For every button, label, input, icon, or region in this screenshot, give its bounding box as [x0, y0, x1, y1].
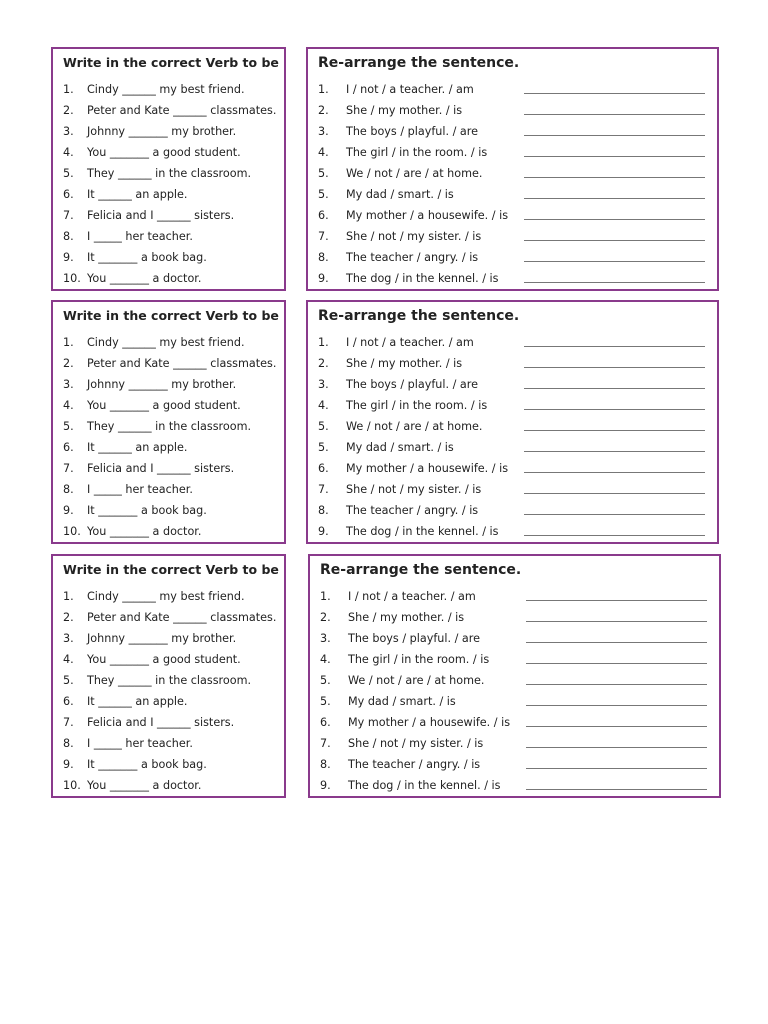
exercise-list: [53, 586, 284, 796]
exercise-item: [53, 184, 284, 205]
panel-title: Write in the correct Verb to be: [63, 562, 279, 577]
item-text: Johnny _______ my brother.: [87, 378, 237, 391]
exercise-item: [53, 142, 284, 163]
item-text: My dad / smart. / is: [348, 695, 456, 708]
exercise-item: [53, 649, 284, 670]
item-number: 3.: [63, 632, 74, 645]
item-number: 4.: [63, 399, 74, 412]
item-number: 5.: [320, 695, 331, 708]
item-text: It _______ a book bag.: [87, 758, 207, 771]
item-number: 8.: [63, 230, 74, 243]
exercise-item: [308, 142, 717, 163]
item-text: The boys / playful. / are: [346, 125, 478, 138]
exercise-item: [53, 628, 284, 649]
item-text: They ______ in the classroom.: [87, 420, 252, 433]
exercise-item: [53, 247, 284, 268]
exercise-item: [310, 670, 719, 691]
exercise-item: [53, 205, 284, 226]
item-number: 3.: [318, 378, 329, 391]
item-number: 1.: [320, 590, 331, 603]
item-text: Johnny _______ my brother.: [87, 632, 237, 645]
item-number: 5.: [63, 420, 74, 433]
item-number: 8.: [63, 737, 74, 750]
panel-title: Re-arrange the sentence.: [320, 562, 522, 578]
exercise-item: [53, 121, 284, 142]
item-text: Cindy ______ my best friend.: [87, 590, 245, 603]
exercise-item: [53, 754, 284, 775]
item-text: I / not / a teacher. / am: [346, 83, 474, 96]
exercise-item: [53, 479, 284, 500]
item-text: It ______ an apple.: [87, 441, 188, 454]
item-number: 10.: [63, 779, 81, 792]
item-number: 2.: [318, 104, 329, 117]
exercise-item: [308, 100, 717, 121]
item-text: You _______ a doctor.: [87, 779, 202, 792]
answer-line[interactable]: [524, 240, 705, 241]
answer-line[interactable]: [526, 621, 707, 622]
item-number: 4.: [320, 653, 331, 666]
item-text: Felicia and I ______ sisters.: [87, 209, 235, 222]
item-number: 3.: [63, 378, 74, 391]
exercise-item: [53, 374, 284, 395]
fill-verb-panel-1: [51, 47, 286, 291]
item-text: We / not / are / at home.: [346, 167, 483, 180]
item-text: I _____ her teacher.: [87, 737, 193, 750]
exercise-item: [53, 775, 284, 796]
item-number: 9.: [320, 779, 331, 792]
exercise-item: [53, 733, 284, 754]
item-text: We / not / are / at home.: [348, 674, 485, 687]
exercise-item: [308, 184, 717, 205]
exercise-list: [308, 79, 717, 289]
item-number: 5.: [318, 420, 329, 433]
exercise-item: [53, 163, 284, 184]
item-text: You _______ a good student.: [87, 146, 241, 159]
exercise-item: [308, 247, 717, 268]
exercise-item: [308, 500, 717, 521]
item-number: 6.: [63, 441, 74, 454]
item-text: I _____ her teacher.: [87, 230, 193, 243]
answer-line[interactable]: [526, 768, 707, 769]
exercise-item: [310, 691, 719, 712]
item-number: 5.: [63, 167, 74, 180]
item-text: Peter and Kate ______ classmates.: [87, 611, 277, 624]
item-number: 7.: [63, 462, 74, 475]
exercise-item: [53, 586, 284, 607]
exercise-item: [53, 670, 284, 691]
item-number: 1.: [63, 336, 74, 349]
item-number: 3.: [318, 125, 329, 138]
exercise-item: [53, 416, 284, 437]
answer-line[interactable]: [524, 472, 705, 473]
exercise-item: [53, 500, 284, 521]
exercise-item: [308, 416, 717, 437]
item-number: 7.: [63, 209, 74, 222]
item-number: 7.: [318, 230, 329, 243]
item-number: 7.: [63, 716, 74, 729]
item-number: 2.: [63, 104, 74, 117]
item-text: My dad / smart. / is: [346, 441, 454, 454]
panel-title: Write in the correct Verb to be: [63, 308, 279, 323]
answer-line[interactable]: [526, 726, 707, 727]
exercise-item: [308, 205, 717, 226]
answer-line[interactable]: [526, 789, 707, 790]
rearrange-panel-3: [308, 554, 721, 798]
answer-line[interactable]: [524, 409, 705, 410]
item-text: She / my mother. / is: [346, 104, 463, 117]
rearrange-panel-2: [306, 300, 719, 544]
exercise-item: [53, 395, 284, 416]
exercise-item: [53, 607, 284, 628]
item-text: She / my mother. / is: [348, 611, 465, 624]
item-number: 1.: [318, 336, 329, 349]
exercise-item: [308, 521, 717, 542]
item-number: 8.: [63, 483, 74, 496]
item-text: The dog / in the kennel. / is: [346, 272, 499, 285]
exercise-item: [308, 163, 717, 184]
answer-line[interactable]: [524, 156, 705, 157]
answer-line[interactable]: [526, 663, 707, 664]
item-number: 4.: [63, 146, 74, 159]
item-number: 9.: [318, 525, 329, 538]
item-number: 2.: [318, 357, 329, 370]
item-number: 6.: [318, 462, 329, 475]
exercise-item: [53, 437, 284, 458]
item-number: 2.: [63, 357, 74, 370]
exercise-item: [308, 458, 717, 479]
exercise-item: [308, 437, 717, 458]
item-number: 7.: [320, 737, 331, 750]
answer-line[interactable]: [524, 177, 705, 178]
fill-verb-panel-2: [51, 300, 286, 544]
item-number: 9.: [63, 504, 74, 517]
item-text: My dad / smart. / is: [346, 188, 454, 201]
exercise-item: [308, 374, 717, 395]
item-number: 6.: [320, 716, 331, 729]
item-text: Peter and Kate ______ classmates.: [87, 357, 277, 370]
item-text: It _______ a book bag.: [87, 251, 207, 264]
item-text: The teacher / angry. / is: [348, 758, 481, 771]
item-number: 5.: [63, 674, 74, 687]
answer-line[interactable]: [524, 219, 705, 220]
item-text: The boys / playful. / are: [348, 632, 480, 645]
exercise-item: [308, 79, 717, 100]
item-number: 2.: [63, 611, 74, 624]
item-number: 3.: [320, 632, 331, 645]
item-text: It ______ an apple.: [87, 695, 188, 708]
exercise-item: [308, 395, 717, 416]
answer-line[interactable]: [526, 747, 707, 748]
answer-line[interactable]: [526, 600, 707, 601]
item-number: 8.: [320, 758, 331, 771]
exercise-item: [53, 332, 284, 353]
item-number: 6.: [63, 188, 74, 201]
item-number: 3.: [63, 125, 74, 138]
item-text: The dog / in the kennel. / is: [346, 525, 499, 538]
exercise-list: [53, 79, 284, 289]
item-text: You _______ a good student.: [87, 653, 241, 666]
item-number: 1.: [63, 590, 74, 603]
item-text: You _______ a doctor.: [87, 272, 202, 285]
fill-verb-panel-3: [51, 554, 286, 798]
item-number: 4.: [318, 399, 329, 412]
item-text: It ______ an apple.: [87, 188, 188, 201]
item-text: The boys / playful. / are: [346, 378, 478, 391]
answer-line[interactable]: [524, 114, 705, 115]
rearrange-panel-1: [306, 47, 719, 291]
exercise-item: [53, 79, 284, 100]
item-number: 10.: [63, 525, 81, 538]
item-number: 6.: [318, 209, 329, 222]
item-number: 6.: [63, 695, 74, 708]
answer-line[interactable]: [524, 346, 705, 347]
exercise-item: [310, 712, 719, 733]
item-number: 7.: [318, 483, 329, 496]
exercise-item: [53, 521, 284, 542]
item-text: Peter and Kate ______ classmates.: [87, 104, 277, 117]
item-text: She / not / my sister. / is: [346, 230, 482, 243]
exercise-item: [53, 458, 284, 479]
item-number: 9.: [63, 251, 74, 264]
item-text: She / not / my sister. / is: [348, 737, 484, 750]
item-text: My mother / a housewife. / is: [346, 462, 509, 475]
item-text: They ______ in the classroom.: [87, 167, 252, 180]
item-text: My mother / a housewife. / is: [348, 716, 511, 729]
answer-line[interactable]: [524, 261, 705, 262]
exercise-item: [308, 268, 717, 289]
exercise-item: [310, 586, 719, 607]
exercise-item: [308, 332, 717, 353]
item-text: Felicia and I ______ sisters.: [87, 716, 235, 729]
item-text: Johnny _______ my brother.: [87, 125, 237, 138]
item-number: 1.: [318, 83, 329, 96]
item-text: The girl / in the room. / is: [348, 653, 490, 666]
exercise-item: [53, 100, 284, 121]
item-number: 4.: [318, 146, 329, 159]
exercise-item: [308, 121, 717, 142]
item-text: The teacher / angry. / is: [346, 251, 479, 264]
item-text: Felicia and I ______ sisters.: [87, 462, 235, 475]
item-text: The teacher / angry. / is: [346, 504, 479, 517]
item-text: She / not / my sister. / is: [346, 483, 482, 496]
exercise-list: [310, 586, 719, 796]
item-text: I / not / a teacher. / am: [348, 590, 476, 603]
item-text: They ______ in the classroom.: [87, 674, 252, 687]
exercise-item: [308, 226, 717, 247]
exercise-list: [53, 332, 284, 542]
item-text: The girl / in the room. / is: [346, 146, 488, 159]
item-number: 5.: [318, 441, 329, 454]
item-text: I / not / a teacher. / am: [346, 336, 474, 349]
item-number: 1.: [63, 83, 74, 96]
panel-title: Re-arrange the sentence.: [318, 308, 520, 324]
answer-line[interactable]: [524, 493, 705, 494]
item-number: 2.: [320, 611, 331, 624]
exercise-item: [308, 479, 717, 500]
exercise-item: [310, 775, 719, 796]
answer-line[interactable]: [524, 135, 705, 136]
item-number: 9.: [318, 272, 329, 285]
exercise-item: [308, 353, 717, 374]
item-text: My mother / a housewife. / is: [346, 209, 509, 222]
exercise-item: [310, 628, 719, 649]
answer-line[interactable]: [526, 684, 707, 685]
item-number: 5.: [318, 167, 329, 180]
answer-line[interactable]: [524, 514, 705, 515]
exercise-item: [53, 712, 284, 733]
answer-line[interactable]: [524, 282, 705, 283]
item-text: She / my mother. / is: [346, 357, 463, 370]
answer-line[interactable]: [524, 198, 705, 199]
exercise-list: [308, 332, 717, 542]
answer-line[interactable]: [524, 93, 705, 94]
item-number: 9.: [63, 758, 74, 771]
exercise-item: [310, 607, 719, 628]
exercise-item: [53, 268, 284, 289]
item-number: 5.: [318, 188, 329, 201]
answer-line[interactable]: [524, 367, 705, 368]
exercise-item: [310, 649, 719, 670]
item-text: The girl / in the room. / is: [346, 399, 488, 412]
panel-title: Re-arrange the sentence.: [318, 55, 520, 71]
answer-line[interactable]: [524, 430, 705, 431]
answer-line[interactable]: [524, 388, 705, 389]
answer-line[interactable]: [526, 705, 707, 706]
answer-line[interactable]: [526, 642, 707, 643]
item-text: Cindy ______ my best friend.: [87, 83, 245, 96]
answer-line[interactable]: [524, 535, 705, 536]
item-text: The dog / in the kennel. / is: [348, 779, 501, 792]
item-number: 10.: [63, 272, 81, 285]
item-text: You _______ a doctor.: [87, 525, 202, 538]
item-text: It _______ a book bag.: [87, 504, 207, 517]
item-number: 8.: [318, 504, 329, 517]
item-text: I _____ her teacher.: [87, 483, 193, 496]
item-number: 8.: [318, 251, 329, 264]
exercise-item: [310, 733, 719, 754]
panel-title: Write in the correct Verb to be: [63, 55, 279, 70]
item-number: 4.: [63, 653, 74, 666]
item-text: Cindy ______ my best friend.: [87, 336, 245, 349]
item-text: You _______ a good student.: [87, 399, 241, 412]
answer-line[interactable]: [524, 451, 705, 452]
item-text: We / not / are / at home.: [346, 420, 483, 433]
exercise-item: [310, 754, 719, 775]
exercise-item: [53, 691, 284, 712]
exercise-item: [53, 353, 284, 374]
exercise-item: [53, 226, 284, 247]
item-number: 5.: [320, 674, 331, 687]
